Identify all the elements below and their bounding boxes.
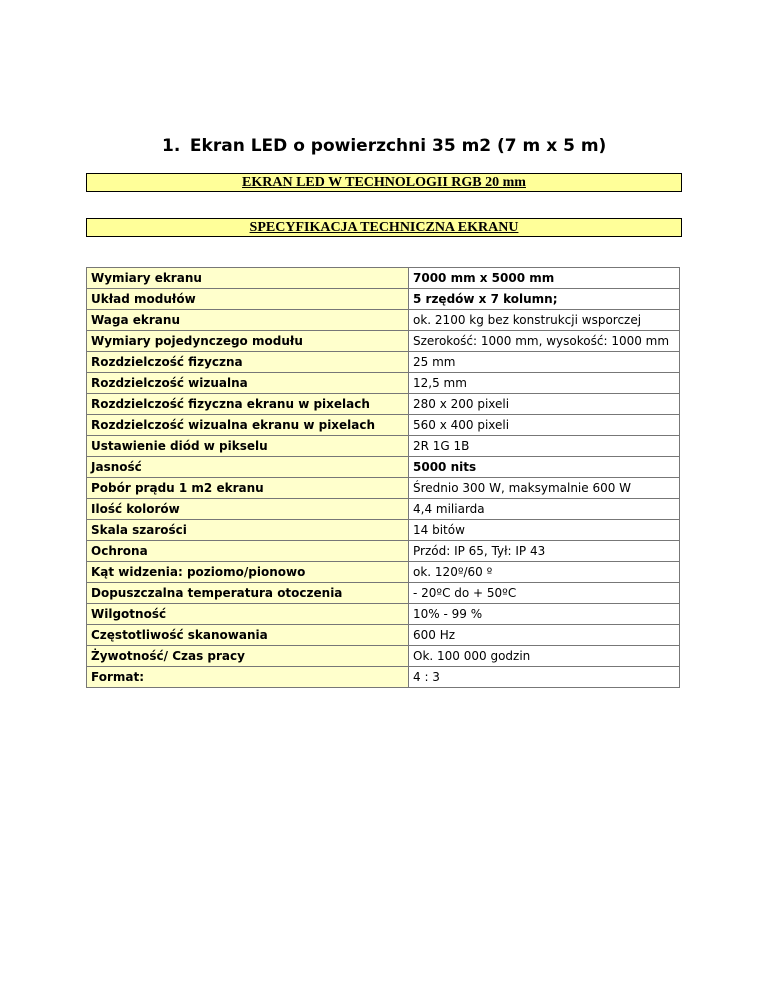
table-row bbox=[87, 415, 680, 436]
spec-value: Średnio 300 W, maksymalnie 600 W bbox=[409, 478, 680, 499]
table-row bbox=[87, 268, 680, 289]
technology-banner-text: EKRAN LED W TECHNOLOGII RGB 20 mm bbox=[242, 175, 526, 190]
section-number: 1. bbox=[162, 136, 181, 156]
spec-value: - 20ºC do + 50ºC bbox=[409, 583, 680, 604]
spec-label: Jasność bbox=[87, 457, 409, 478]
spec-label: Częstotliwość skanowania bbox=[87, 625, 409, 646]
spec-label: Kąt widzenia: poziomo/pionowo bbox=[87, 562, 409, 583]
spec-label: Wilgotność bbox=[87, 604, 409, 625]
table-row bbox=[87, 520, 680, 541]
spec-label: Waga ekranu bbox=[87, 310, 409, 331]
spec-value: 4,4 miliarda bbox=[409, 499, 680, 520]
section-heading bbox=[162, 136, 606, 156]
spec-label: Żywotność/ Czas pracy bbox=[87, 646, 409, 667]
spec-value: 7000 mm x 5000 mm bbox=[409, 268, 680, 289]
table-row bbox=[87, 562, 680, 583]
spec-label: Rozdzielczość fizyczna ekranu w pixelach bbox=[87, 394, 409, 415]
spec-value: 5 rzędów x 7 kolumn; bbox=[409, 289, 680, 310]
spec-value: 560 x 400 pixeli bbox=[409, 415, 680, 436]
spec-value: ok. 120º/60 º bbox=[409, 562, 680, 583]
table-row bbox=[87, 373, 680, 394]
spec-value: 5000 nits bbox=[409, 457, 680, 478]
table-row bbox=[87, 394, 680, 415]
spec-value: Przód: IP 65, Tył: IP 43 bbox=[409, 541, 680, 562]
spec-value: 14 bitów bbox=[409, 520, 680, 541]
spec-label: Ilość kolorów bbox=[87, 499, 409, 520]
table-row bbox=[87, 646, 680, 667]
table-row bbox=[87, 625, 680, 646]
spec-label: Ochrona bbox=[87, 541, 409, 562]
table-row bbox=[87, 289, 680, 310]
specification-table bbox=[86, 267, 680, 688]
spec-label: Ustawienie diód w pikselu bbox=[87, 436, 409, 457]
spec-label: Format: bbox=[87, 667, 409, 688]
spec-value: 2R 1G 1B bbox=[409, 436, 680, 457]
spec-label: Rozdzielczość wizualna ekranu w pixelach bbox=[87, 415, 409, 436]
spec-label: Pobór prądu 1 m2 ekranu bbox=[87, 478, 409, 499]
specification-banner bbox=[86, 218, 682, 237]
spec-label: Rozdzielczość fizyczna bbox=[87, 352, 409, 373]
spec-value: 600 Hz bbox=[409, 625, 680, 646]
spec-value: ok. 2100 kg bez konstrukcji wsporczej bbox=[409, 310, 680, 331]
section-title: Ekran LED o powierzchni 35 m2 (7 m x 5 m) bbox=[189, 136, 607, 156]
table-row bbox=[87, 478, 680, 499]
spec-value: 10% - 99 % bbox=[409, 604, 680, 625]
technology-banner bbox=[86, 173, 682, 192]
specification-banner-text: SPECYFIKACJA TECHNICZNA EKRANU bbox=[249, 220, 519, 235]
spec-value: 12,5 mm bbox=[409, 373, 680, 394]
spec-value: 25 mm bbox=[409, 352, 680, 373]
table-row bbox=[87, 457, 680, 478]
spec-label: Rozdzielczość wizualna bbox=[87, 373, 409, 394]
table-row bbox=[87, 352, 680, 373]
spec-label: Wymiary pojedynczego modułu bbox=[87, 331, 409, 352]
spec-value: Szerokość: 1000 mm, wysokość: 1000 mm bbox=[409, 331, 680, 352]
table-row bbox=[87, 583, 680, 604]
spec-value: 280 x 200 pixeli bbox=[409, 394, 680, 415]
table-row bbox=[87, 667, 680, 688]
spec-value: 4 : 3 bbox=[409, 667, 680, 688]
spec-label: Dopuszczalna temperatura otoczenia bbox=[87, 583, 409, 604]
table-row bbox=[87, 331, 680, 352]
spec-label: Skala szarości bbox=[87, 520, 409, 541]
spec-value: Ok. 100 000 godzin bbox=[409, 646, 680, 667]
spec-label: Wymiary ekranu bbox=[87, 268, 409, 289]
table-row bbox=[87, 541, 680, 562]
spec-label: Układ modułów bbox=[87, 289, 409, 310]
table-row bbox=[87, 436, 680, 457]
table-row bbox=[87, 604, 680, 625]
table-row bbox=[87, 499, 680, 520]
table-row bbox=[87, 310, 680, 331]
